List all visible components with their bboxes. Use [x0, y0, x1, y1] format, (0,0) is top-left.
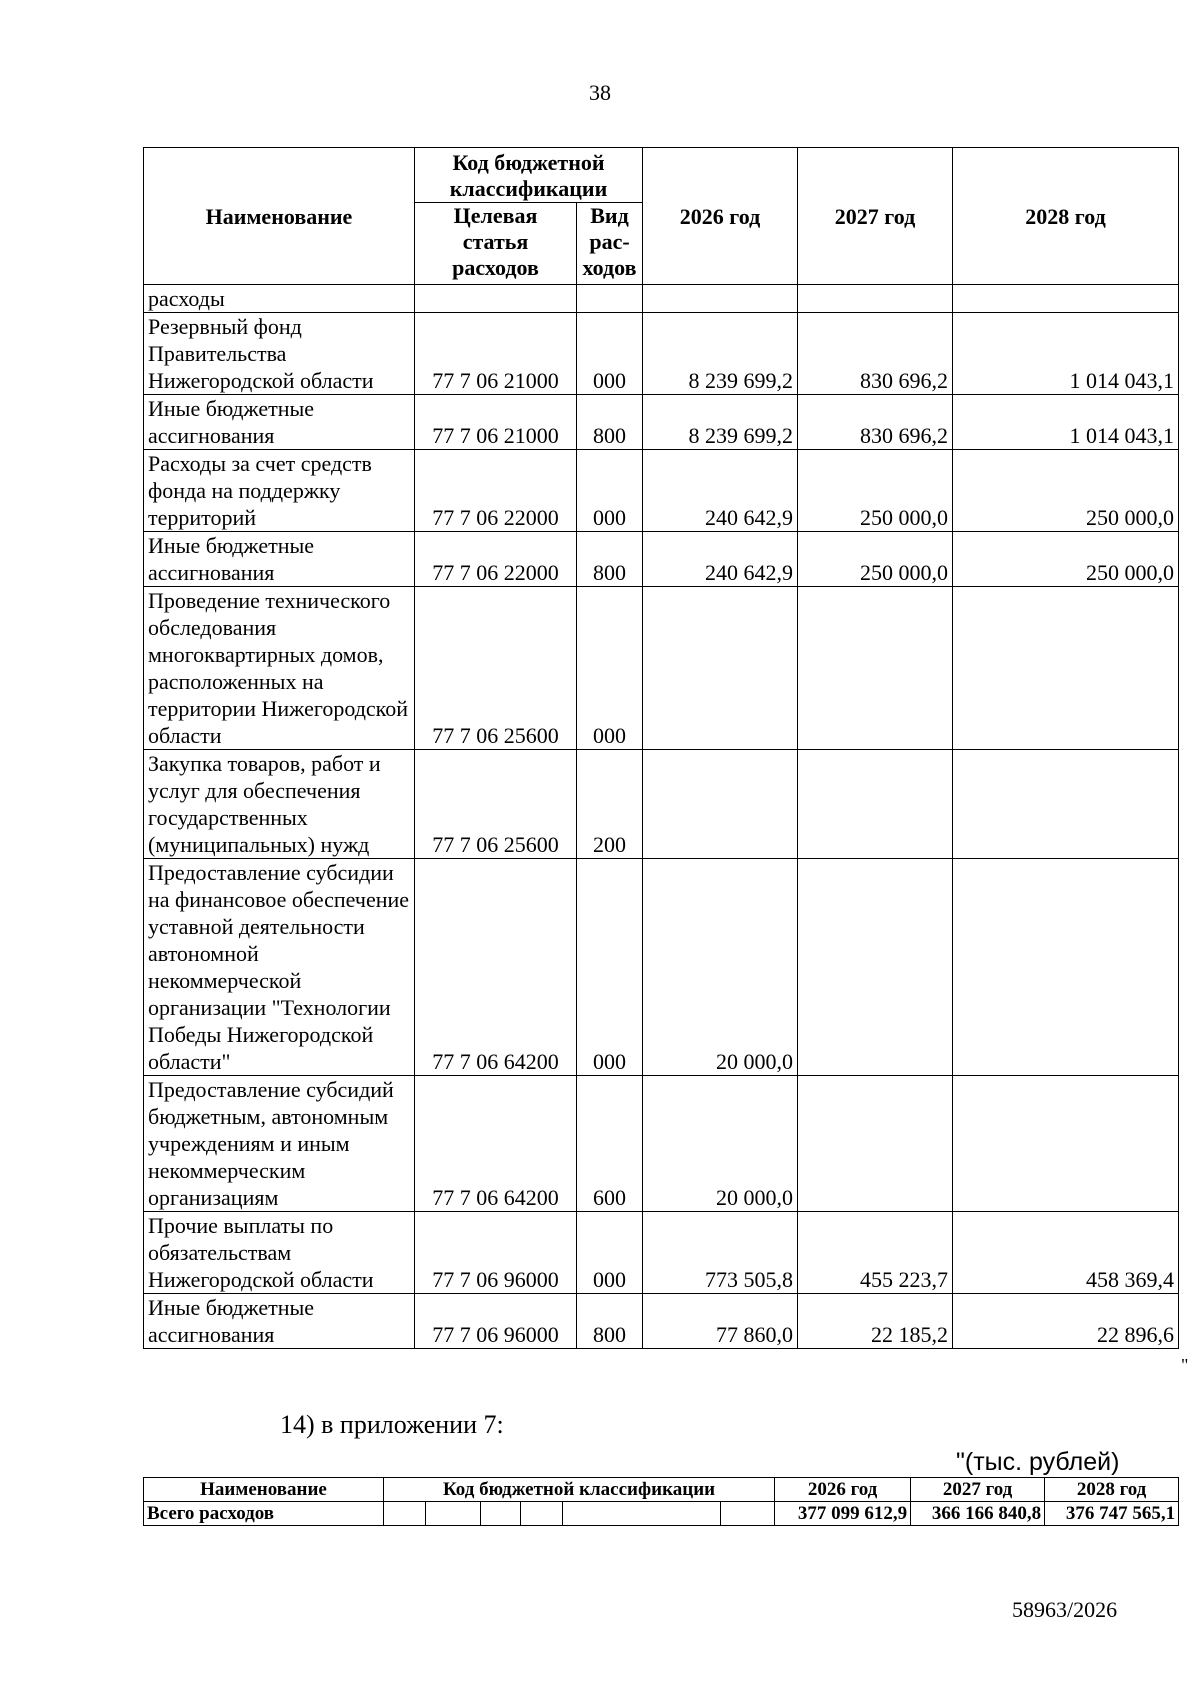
row-expense-kind: 000 — [577, 313, 643, 395]
row-expense-kind: 600 — [577, 1076, 643, 1212]
row-value-2027 — [798, 750, 953, 859]
table-row — [144, 859, 1179, 1076]
row-value-2026: 240 642,9 — [643, 532, 798, 587]
row-target-article: 77 7 06 25600 — [415, 750, 577, 859]
table-row — [144, 1212, 1179, 1294]
row-value-2026: 8 239 699,2 — [643, 313, 798, 395]
row-value-2027: 830 696,2 — [798, 395, 953, 450]
header-name: Наименование — [144, 148, 415, 285]
row-value-2026: 20 000,0 — [643, 1076, 798, 1212]
row-value-2028: 1 014 043,1 — [953, 313, 1179, 395]
row-value-2026: 240 642,9 — [643, 450, 798, 532]
row-target-article: 77 7 06 64200 — [415, 1076, 577, 1212]
table-row — [144, 313, 1179, 395]
summary-code-cell — [481, 1502, 521, 1526]
row-target-article: 77 7 06 22000 — [415, 532, 577, 587]
row-value-2027: 22 185,2 — [798, 1294, 953, 1349]
row-value-2026 — [643, 285, 798, 313]
row-target-article: 77 7 06 96000 — [415, 1212, 577, 1294]
row-name: Иные бюджетные ассигнования — [144, 395, 415, 450]
row-expense-kind: 800 — [577, 532, 643, 587]
row-value-2028: 1 014 043,1 — [953, 395, 1179, 450]
row-target-article: 77 7 06 21000 — [415, 313, 577, 395]
row-value-2027 — [798, 285, 953, 313]
table-row — [144, 750, 1179, 859]
row-value-2027: 830 696,2 — [798, 313, 953, 395]
row-value-2027 — [798, 587, 953, 750]
header-code-group: Код бюджетной классификации — [415, 148, 643, 203]
row-expense-kind: 000 — [577, 450, 643, 532]
header-2028: 2028 год — [953, 148, 1179, 285]
row-target-article: 77 7 06 22000 — [415, 450, 577, 532]
row-value-2026: 20 000,0 — [643, 859, 798, 1076]
row-name: Прочие выплаты по обязательствам Нижегородской области — [144, 1212, 415, 1294]
summary-total-2028: 376 747 565,1 — [1045, 1502, 1179, 1526]
row-target-article: 77 7 06 96000 — [415, 1294, 577, 1349]
row-value-2028 — [953, 859, 1179, 1076]
row-expense-kind — [577, 285, 643, 313]
row-name: Проведение технического обследования многоквартирных домов, расположенных на территории Нижегородской области — [144, 587, 415, 750]
summary-code-cell — [426, 1502, 481, 1526]
table-row — [144, 450, 1179, 532]
summary-table — [143, 1477, 1179, 1526]
summary-code-cell — [721, 1502, 775, 1526]
summary-header-2027: 2027 год — [911, 1478, 1045, 1502]
row-value-2028 — [953, 587, 1179, 750]
row-target-article: 77 7 06 64200 — [415, 859, 577, 1076]
row-expense-kind: 200 — [577, 750, 643, 859]
row-target-article: 77 7 06 21000 — [415, 395, 577, 450]
summary-code-cell — [521, 1502, 563, 1526]
row-value-2027: 250 000,0 — [798, 532, 953, 587]
row-name: Резервный фонд Правительства Нижегородской области — [144, 313, 415, 395]
row-value-2026 — [643, 587, 798, 750]
summary-code-cell — [384, 1502, 426, 1526]
summary-code-cell — [563, 1502, 721, 1526]
table-row — [144, 1294, 1179, 1349]
row-name: Закупка товаров, работ и услуг для обеспечения государственных (муниципальных) нужд — [144, 750, 415, 859]
row-name: Иные бюджетные ассигнования — [144, 532, 415, 587]
document-number: 58963/2026 — [1012, 1597, 1118, 1622]
row-name: расходы — [144, 285, 415, 313]
row-name: Иные бюджетные ассигнования — [144, 1294, 415, 1349]
row-value-2026: 8 239 699,2 — [643, 395, 798, 450]
closing-quote: " — [1181, 1355, 1189, 1375]
table-row — [144, 395, 1179, 450]
row-expense-kind: 800 — [577, 1294, 643, 1349]
row-expense-kind: 800 — [577, 395, 643, 450]
table-row — [144, 1076, 1179, 1212]
row-target-article: 77 7 06 25600 — [415, 587, 577, 750]
summary-header-name: Наименование — [144, 1478, 384, 1502]
header-expense-kind: Вид рас-ходов — [577, 203, 643, 285]
row-value-2027: 455 223,7 — [798, 1212, 953, 1294]
summary-total-label: Всего расходов — [144, 1502, 384, 1526]
row-value-2028: 22 896,6 — [953, 1294, 1179, 1349]
page-number: 38 — [589, 80, 611, 105]
row-expense-kind: 000 — [577, 859, 643, 1076]
header-2027: 2027 год — [798, 148, 953, 285]
header-target-article: Целевая статья расходов — [415, 203, 577, 285]
row-target-article — [415, 285, 577, 313]
row-name: Предоставление субсидии на финансовое обеспечение уставной деятельности автономной некоммерческой организации "Технологии Победы Нижегородской области" — [144, 859, 415, 1076]
row-expense-kind: 000 — [577, 587, 643, 750]
row-value-2028: 250 000,0 — [953, 450, 1179, 532]
table-row — [144, 532, 1179, 587]
summary-header-code: Код бюджетной классификации — [384, 1478, 775, 1502]
summary-total-2026: 377 099 612,9 — [775, 1502, 911, 1526]
row-value-2026 — [643, 750, 798, 859]
row-value-2026: 773 505,8 — [643, 1212, 798, 1294]
row-value-2028 — [953, 1076, 1179, 1212]
units-label: "(тыс. рублей) — [956, 1448, 1120, 1476]
row-value-2028: 458 369,4 — [953, 1212, 1179, 1294]
row-value-2027: 250 000,0 — [798, 450, 953, 532]
table-row — [144, 587, 1179, 750]
row-name: Предоставление субсидий бюджетным, автономным учреждениям и иным некоммерческим организациям — [144, 1076, 415, 1212]
row-value-2027 — [798, 859, 953, 1076]
summary-total-2027: 366 166 840,8 — [911, 1502, 1045, 1526]
table-row — [144, 285, 1179, 313]
summary-header-2026: 2026 год — [775, 1478, 911, 1502]
budget-table — [143, 147, 1179, 1349]
row-value-2026: 77 860,0 — [643, 1294, 798, 1349]
header-2026: 2026 год — [643, 148, 798, 285]
row-value-2027 — [798, 1076, 953, 1212]
row-name: Расходы за счет средств фонда на поддержку территорий — [144, 450, 415, 532]
row-value-2028 — [953, 750, 1179, 859]
summary-header-2028: 2028 год — [1045, 1478, 1179, 1502]
row-value-2028: 250 000,0 — [953, 532, 1179, 587]
row-value-2028 — [953, 285, 1179, 313]
section-caption: 14) в приложении 7: — [280, 1410, 504, 1439]
row-expense-kind: 000 — [577, 1212, 643, 1294]
